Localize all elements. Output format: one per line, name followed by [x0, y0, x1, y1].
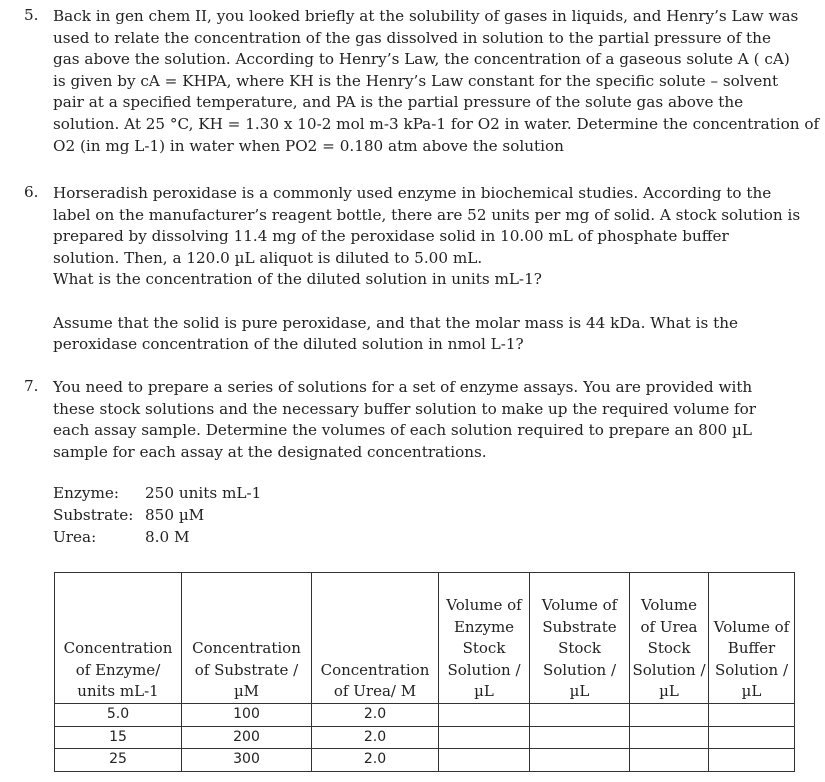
question-6 — [24, 183, 814, 356]
answer-cell[interactable] — [439, 749, 530, 772]
text-line: prepared by dissolving 11.4 mg of the peroxidase solid in 10.00 mL of phosphate buffer — [53, 227, 729, 246]
text-line: gas above the solution. According to Henry’s Law, the concentration of a gaseous solute A ( cA) — [53, 50, 790, 69]
stock-value: 850 µM — [145, 505, 205, 524]
answer-cell[interactable] — [439, 726, 530, 749]
text-line: used to relate the concentration of the gas dissolved in solution to the partial pressure of the — [53, 28, 771, 47]
answer-cell[interactable] — [709, 749, 795, 772]
answer-cell[interactable] — [630, 704, 709, 727]
question-7 — [24, 377, 814, 548]
answer-cell[interactable] — [530, 726, 630, 749]
header-substrate-volume: Volume of Substrate Stock Solution / µL — [530, 573, 630, 704]
answer-cell[interactable] — [709, 726, 795, 749]
stock-label: Substrate: — [53, 505, 134, 524]
answer-cell[interactable] — [439, 704, 530, 727]
question-number: 6. — [24, 183, 39, 201]
cell: 2.0 — [312, 749, 439, 772]
text-line: peroxidase concentration of the diluted solution in nmol L-1? — [53, 335, 524, 354]
table-header-row — [55, 573, 795, 704]
answer-cell[interactable] — [630, 726, 709, 749]
stock-value: 250 units mL-1 — [145, 484, 262, 503]
text-line: is given by cA = KHPA, where KH is the Henry’s Law constant for the specific solute – solvent — [53, 71, 779, 90]
question-text — [53, 6, 820, 157]
text-line: label on the manufacturer’s reagent bottle, there are 52 units per mg of solid. A stock solution is — [53, 205, 801, 224]
text-line: Back in gen chem II, you looked briefly at the solubility of gases in liquids, and Henry’s Law was — [53, 7, 799, 25]
text-line: Horseradish peroxidase is a commonly used enzyme in biochemical studies. According to the — [53, 184, 772, 202]
question-text — [53, 377, 814, 548]
stock-item-substrate — [53, 505, 814, 527]
cell: 15 — [55, 726, 182, 749]
table-row — [55, 749, 795, 772]
cell: 2.0 — [312, 704, 439, 727]
text-line: solution. At 25 °C, KH = 1.30 x 10-2 mol m-3 kPa-1 for O2 in water. Determine the concentration of — [53, 114, 820, 133]
answer-cell[interactable] — [530, 749, 630, 772]
cell: 200 — [182, 726, 312, 749]
header-enzyme-volume: Volume of Enzyme Stock Solution / µL — [439, 573, 530, 704]
text-line: sample for each assay at the designated concentrations. — [53, 442, 487, 461]
header-urea-concentration: Concentration of Urea/ M — [312, 573, 439, 704]
cell: 5.0 — [55, 704, 182, 727]
text-line: these stock solutions and the necessary buffer solution to make up the required volume for — [53, 399, 757, 418]
cell: 100 — [182, 704, 312, 727]
text-line: What is the concentration of the diluted solution in units mL-1? — [53, 270, 542, 289]
header-buffer-volume: Volume of Buffer Solution / µL — [709, 573, 795, 704]
answer-cell[interactable] — [709, 704, 795, 727]
text-line: O2 (in mg L-1) in water when PO2 = 0.180 atm above the solution — [53, 136, 564, 155]
stock-item-enzyme — [53, 483, 814, 505]
answer-cell[interactable] — [630, 749, 709, 772]
text-line: Assume that the solid is pure peroxidase, and that the molar mass is 44 kDa. What is the — [53, 313, 738, 332]
table-row — [55, 726, 795, 749]
table-row — [55, 704, 795, 727]
stock-label: Enzyme: — [53, 484, 119, 503]
stock-value: 8.0 M — [145, 527, 190, 546]
question-number: 5. — [24, 6, 39, 24]
question-number: 7. — [24, 377, 39, 395]
text-line: each assay sample. Determine the volumes of each solution required to prepare an 800 µL — [53, 421, 752, 440]
text-line: pair at a specified temperature, and PA is the partial pressure of the solute gas above the — [53, 93, 744, 112]
text-line: You need to prepare a series of solutions for a set of enzyme assays. You are provided with — [53, 378, 753, 396]
header-urea-volume: Volume of Urea Stock Solution / µL — [630, 573, 709, 704]
cell: 25 — [55, 749, 182, 772]
answer-cell[interactable] — [530, 704, 630, 727]
text-line: solution. Then, a 120.0 µL aliquot is diluted to 5.00 mL. — [53, 248, 483, 267]
assay-table — [54, 572, 795, 772]
cell: 2.0 — [312, 726, 439, 749]
question-5 — [24, 6, 820, 157]
stock-label: Urea: — [53, 527, 97, 546]
header-substrate-concentration: Concentration of Substrate / µM — [182, 573, 312, 704]
header-enzyme-concentration: Concentration of Enzyme/ units mL-1 — [55, 573, 182, 704]
cell: 300 — [182, 749, 312, 772]
stock-item-urea — [53, 527, 814, 549]
stock-solutions-list — [53, 483, 814, 548]
question-text — [53, 183, 814, 356]
